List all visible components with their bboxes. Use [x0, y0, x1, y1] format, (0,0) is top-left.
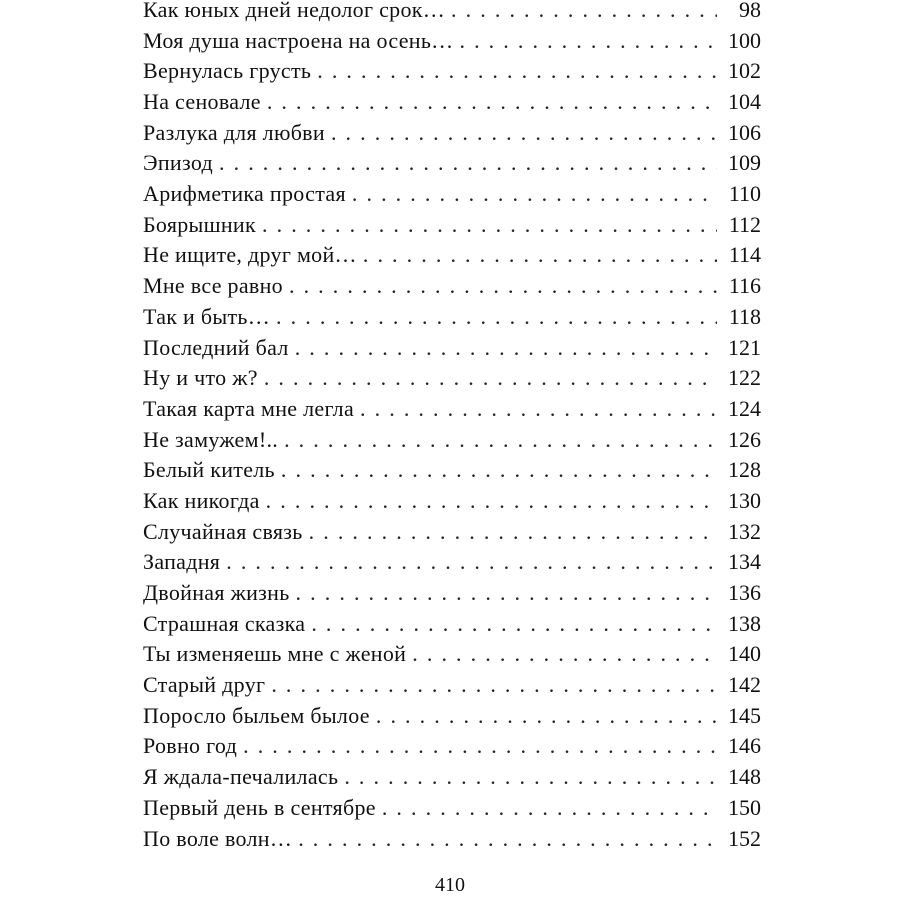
toc-entry: [143, 639, 761, 670]
toc-entry: [143, 241, 761, 272]
toc-entry: [143, 333, 761, 364]
toc-entry-title: Как никогда: [143, 487, 260, 513]
toc-leader-dots: [217, 148, 717, 179]
toc-entry: [143, 26, 761, 57]
toc-leader-dots: [309, 609, 717, 640]
toc-entry-title: Боярышник: [143, 211, 256, 237]
toc-entry: [143, 363, 761, 394]
toc-entry-page: 104: [728, 89, 761, 115]
toc-entry: [143, 56, 761, 87]
toc-entry-page: 128: [728, 457, 761, 483]
toc-leader-dots: [358, 394, 717, 425]
toc-entry-title: Ты изменяешь мне с женой: [143, 641, 407, 667]
toc-entry-title: Не ищите, друг мой…: [143, 242, 357, 268]
toc-entry: [143, 210, 761, 241]
toc-entry: [143, 118, 761, 149]
toc-leader-dots: [449, 0, 717, 26]
toc-entry-page: 145: [728, 702, 761, 728]
toc-entry-title: Старый друг: [143, 672, 266, 698]
toc-entry: [143, 609, 761, 640]
toc-leader-dots: [315, 56, 717, 87]
toc-entry-page: 98: [739, 0, 761, 22]
toc-entry-page: 136: [728, 580, 761, 606]
toc-entry-title: Последний бал: [143, 334, 289, 360]
toc-leader-dots: [260, 210, 717, 241]
toc-entry-page: 100: [728, 27, 761, 53]
toc-entry: [143, 302, 761, 333]
toc-entry-page: 126: [728, 426, 761, 452]
toc-entry-title: Поросло быльем былое: [143, 702, 370, 728]
toc-leader-dots: [342, 762, 717, 793]
toc-entry-title: Моя душа настроена на осень…: [143, 27, 454, 53]
toc-entry-title: Эпизод: [143, 150, 213, 176]
toc-entry-page: 138: [728, 610, 761, 636]
toc-entry-title: Как юных дней недолог срок…: [143, 0, 446, 22]
toc-leader-dots: [269, 670, 717, 701]
toc-entry-page: 146: [728, 733, 761, 759]
toc-entry-title: Первый день в сентябре: [143, 794, 376, 820]
toc-entry: [143, 486, 761, 517]
toc-entry: [143, 425, 761, 456]
toc-entry-title: Страшная сказка: [143, 610, 306, 636]
toc-leader-dots: [410, 639, 717, 670]
page-number: 410: [435, 874, 465, 896]
toc-leader-dots: [279, 455, 717, 486]
toc-entry-page: 148: [728, 764, 761, 790]
toc-entry-title: Так и быть…: [143, 303, 271, 329]
toc-leader-dots: [264, 486, 717, 517]
toc-entry: [143, 394, 761, 425]
toc-entry-title: Западня: [143, 549, 221, 575]
toc-entry: [143, 701, 761, 732]
toc-entry-title: Ровно год: [143, 733, 238, 759]
toc-entry: [143, 670, 761, 701]
toc-entry-page: 112: [728, 211, 761, 237]
toc-entry-page: 102: [728, 58, 761, 84]
toc-entry-title: Двойная жизнь: [143, 580, 290, 606]
toc-leader-dots: [287, 271, 717, 302]
toc-entry: [143, 148, 761, 179]
toc-entry-page: 134: [728, 549, 761, 575]
toc-entry-title: Не замужем!..: [143, 426, 279, 452]
toc-leader-dots: [374, 701, 717, 732]
toc-entry-page: 114: [728, 242, 761, 268]
toc-entry-title: На сеновале: [143, 89, 261, 115]
toc-leader-dots: [224, 547, 717, 578]
toc-entry: [143, 0, 761, 26]
toc-leader-dots: [329, 118, 717, 149]
toc-entry-page: 140: [728, 641, 761, 667]
toc-leader-dots: [241, 731, 717, 762]
toc-entry-page: 130: [728, 487, 761, 513]
toc-entry-title: Разлука для любви: [143, 119, 325, 145]
toc-entry: [143, 271, 761, 302]
toc-entry-page: 106: [728, 119, 761, 145]
toc-entry: [143, 547, 761, 578]
toc-entry: [143, 732, 761, 763]
toc-entry-title: Арифметика простая: [143, 181, 346, 207]
toc-entry-title: Ну и что ж?: [143, 365, 258, 391]
toc-leader-dots: [274, 302, 717, 333]
toc-entry-title: Мне все равно: [143, 273, 283, 299]
toc-leader-dots: [265, 87, 717, 118]
toc-entry: [143, 87, 761, 118]
toc-entry-page: 110: [728, 181, 761, 207]
toc-leader-dots: [350, 179, 717, 210]
toc-leader-dots: [296, 824, 717, 855]
toc-entry-title: Такая карта мне легла: [143, 395, 355, 421]
toc-entry-title: Белый китель: [143, 457, 275, 483]
toc-entry-title: Случайная связь: [143, 518, 303, 544]
toc-entry: [143, 793, 761, 824]
toc-entry-page: 109: [728, 150, 761, 176]
toc-entry-page: 116: [728, 273, 761, 299]
toc-entry: [143, 578, 761, 609]
toc-entry-title: Вернулась грусть: [143, 58, 312, 84]
toc-leader-dots: [294, 578, 717, 609]
toc-leader-dots: [307, 517, 717, 548]
toc-entry-title: Я ждала-печалилась: [143, 764, 339, 790]
toc-entry-page: 124: [728, 395, 761, 421]
toc-leader-dots: [380, 793, 717, 824]
toc-entry: [143, 762, 761, 793]
toc-leader-dots: [361, 240, 717, 271]
toc-entry: [143, 455, 761, 486]
toc-entry-page: 122: [728, 365, 761, 391]
toc-leader-dots: [262, 363, 717, 394]
toc-entry-page: 132: [728, 518, 761, 544]
toc-entry-page: 121: [728, 334, 761, 360]
toc-entry-page: 118: [728, 303, 761, 329]
toc-entry-page: 150: [728, 794, 761, 820]
toc-leader-dots: [293, 333, 717, 364]
toc-entry-page: 142: [728, 672, 761, 698]
toc-entry: [143, 824, 761, 855]
toc-leader-dots: [457, 26, 717, 57]
toc-entry-title: По воле волн…: [143, 825, 293, 851]
toc-entry-page: 152: [728, 825, 761, 851]
toc-leader-dots: [282, 425, 717, 456]
toc-entry: [143, 179, 761, 210]
table-of-contents: [143, 0, 761, 854]
toc-entry: [143, 517, 761, 548]
